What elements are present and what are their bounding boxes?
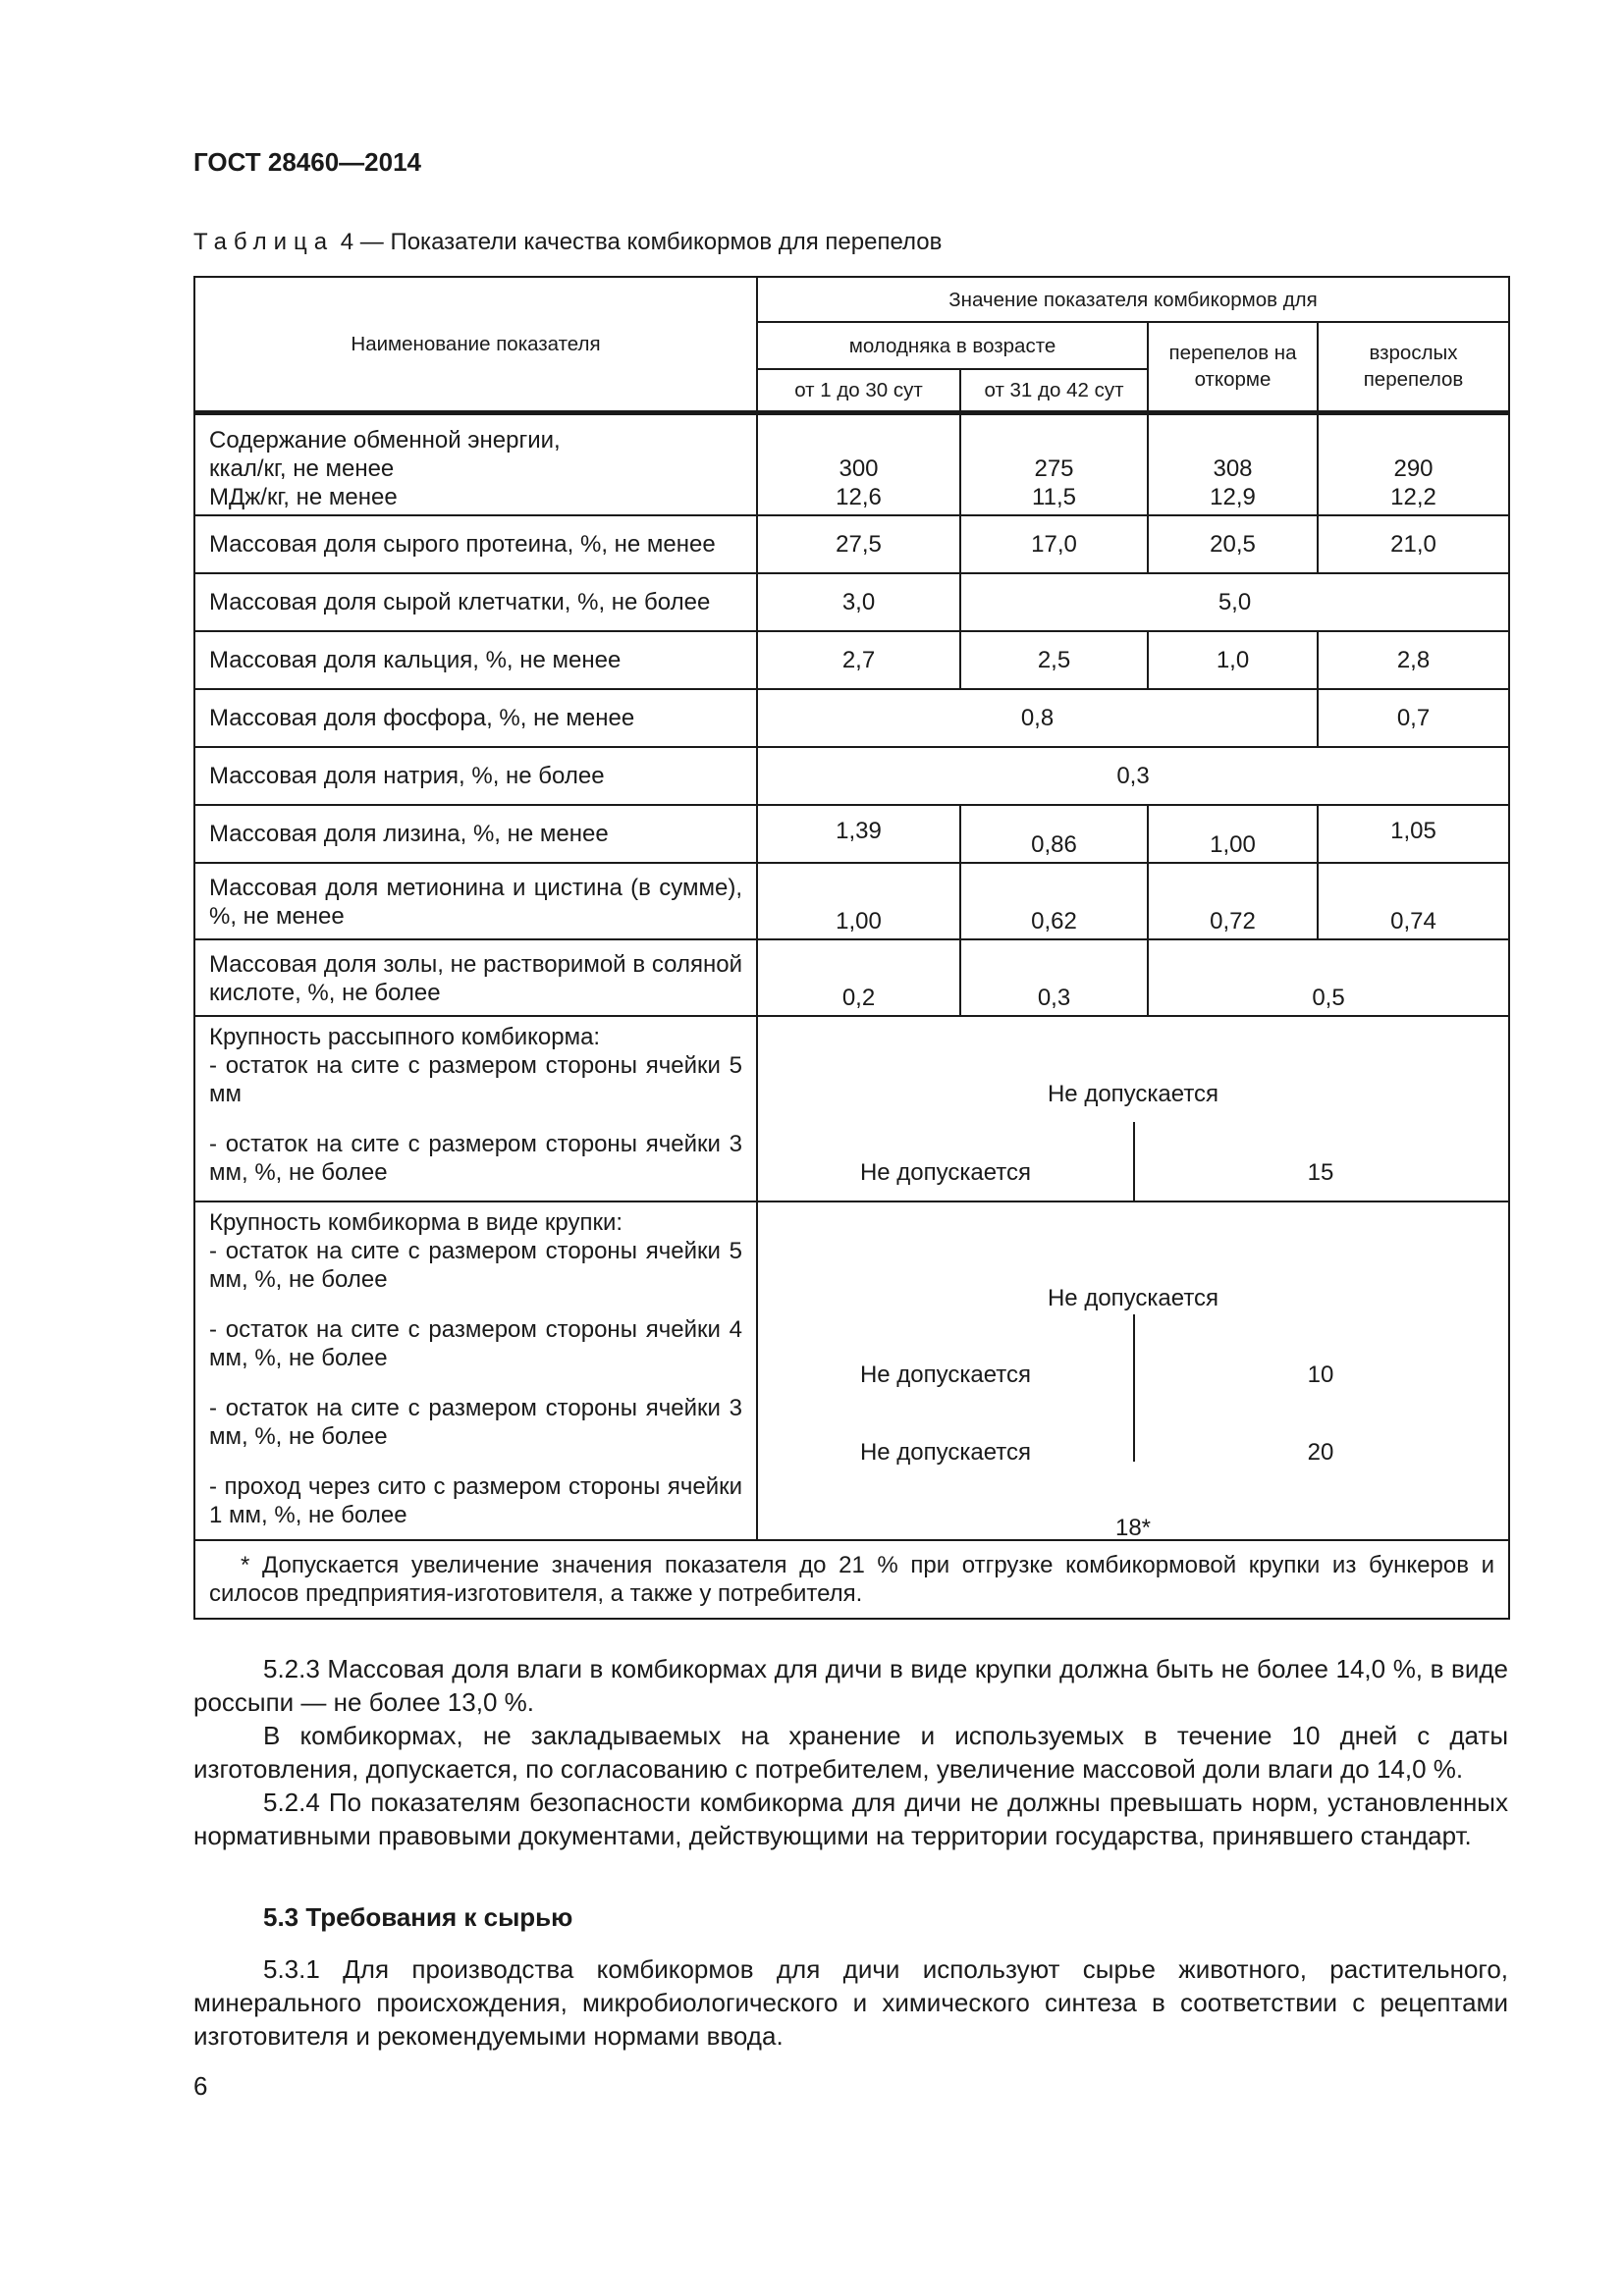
- table-caption-text: 4 — Показатели качества комбикормов для перепелов: [334, 229, 943, 255]
- value-kcal: 290: [1393, 455, 1434, 482]
- row-label-title: Крупность комбикорма в виде крупки:: [209, 1209, 623, 1236]
- table-row-lysine: [194, 805, 1509, 863]
- section-heading: 5.3 Требования к сырью: [263, 1902, 573, 1932]
- cell-value: 1,0: [1148, 631, 1318, 689]
- cell-value: 0,7: [1318, 689, 1509, 747]
- value-mj: 12,2: [1390, 484, 1436, 510]
- header-young-group: молодняка в возрасте: [757, 322, 1148, 369]
- cell-value: 17,0: [960, 515, 1148, 573]
- row-label: [194, 412, 757, 515]
- cell-value: 10: [1307, 1362, 1334, 1388]
- cell-value: 1,00: [757, 863, 960, 939]
- row-label: [194, 1201, 757, 1540]
- cell-value: Не допускается: [1047, 1081, 1219, 1107]
- value-mj: 11,5: [1032, 484, 1076, 510]
- row-label: [194, 1016, 757, 1201]
- document-header: ГОСТ 28460—2014: [193, 147, 421, 177]
- cell-value: Не допускается: [859, 1439, 1032, 1466]
- row-label-item: - остаток на сите с размером стороны ячейки 5 мм: [209, 1052, 742, 1107]
- cell-value: 0,74: [1318, 863, 1509, 939]
- row-label-line: Содержание обменной энергии,: [209, 427, 561, 454]
- row-label: Массовая доля сырой клетчатки, %, не более: [194, 573, 757, 631]
- table-row-loose-granularity: [194, 1016, 1509, 1201]
- value-kcal: 308: [1213, 455, 1253, 482]
- cell-value: 0,3: [757, 747, 1509, 805]
- table-caption: [193, 229, 942, 256]
- row-label-item: - проход через сито с размером стороны ячейки 1 мм, %, не более: [209, 1473, 742, 1528]
- row-label-line: МДж/кг, не менее: [209, 484, 398, 510]
- cell-value: 0,2: [757, 939, 960, 1016]
- row-label-item: - остаток на сите с размером стороны ячейки 5 мм, %, не более: [209, 1238, 742, 1293]
- value-kcal: 275: [1034, 455, 1074, 482]
- row-label-item: - остаток на сите с размером стороны ячейки 3 мм, %, не более: [209, 1395, 742, 1450]
- cell-value: [960, 412, 1148, 515]
- row-label: Массовая доля сырого протеина, %, не менее: [194, 515, 757, 573]
- cell-value: 0,5: [1148, 939, 1509, 1016]
- table-row-protein: [194, 515, 1509, 573]
- row-label-item: - остаток на сите с размером стороны ячейки 3 мм, %, не более: [209, 1131, 742, 1186]
- cell-value: 0,72: [1148, 863, 1318, 939]
- cell-value: [1148, 412, 1318, 515]
- header-value-group: Значение показателя комбикормов для: [757, 277, 1509, 322]
- cell-value: 15: [1307, 1159, 1334, 1186]
- table-footnote-row: [194, 1540, 1509, 1619]
- cell-value: 1,39: [757, 805, 960, 863]
- header-adult: взрослых перепелов: [1318, 322, 1509, 412]
- footnote-text: * Допускается увеличение значения показателя до 21 % при отгрузке комбикормовой крупки из бункеров и силосов предприятия-изготовителя, а также у потребителя.: [209, 1552, 1495, 1607]
- cell-value: [757, 412, 960, 515]
- table-row-energy: [194, 412, 1509, 515]
- cell-value: 20,5: [1148, 515, 1318, 573]
- cell-value: 1,00: [1148, 805, 1318, 863]
- row-label: Массовая доля натрия, %, не более: [194, 747, 757, 805]
- row-label: Массовая доля метионина и цистина (в сумме), %, не менее: [194, 863, 757, 939]
- table-row-methionine: [194, 863, 1509, 939]
- table-row-fiber: [194, 573, 1509, 631]
- table-footnote: [194, 1540, 1509, 1619]
- cell-group: [757, 1016, 1509, 1201]
- table-row-ash: [194, 939, 1509, 1016]
- table-row-sodium: [194, 747, 1509, 805]
- cell-value: 21,0: [1318, 515, 1509, 573]
- header-age-1: от 1 до 30 сут: [757, 369, 960, 412]
- paragraph-text: В комбикормах, не закладываемых на хранение и используемых в течение 10 дней с даты изготовления, допускается, по согласованию с потребителем, увеличение массовой доли влаги до 14,0 %.: [193, 1721, 1508, 1784]
- cell-value: 2,7: [757, 631, 960, 689]
- cell-value: 2,5: [960, 631, 1148, 689]
- paragraph-text: 5.2.3 Массовая доля влаги в комбикормах для дичи в виде крупки должна быть не более 14,0 %, в виде россыпи — не более 13,0 %.: [193, 1654, 1508, 1717]
- cell-value: [1318, 412, 1509, 515]
- paragraph-text: 5.2.4 По показателям безопасности комбикорма для дичи не должны превышать норм, установленных нормативными правовыми документами, действующими на территории государства, принявшего стандарт.: [193, 1788, 1508, 1850]
- value-kcal: 300: [839, 455, 879, 482]
- paragraph-moisture: [193, 1719, 1508, 1786]
- table-row-calcium: [194, 631, 1509, 689]
- row-label-line: ккал/кг, не менее: [209, 455, 395, 482]
- cell-value: 20: [1307, 1439, 1334, 1466]
- cell-group: [757, 1201, 1509, 1540]
- row-label-item: - остаток на сите с размером стороны ячейки 4 мм, %, не более: [209, 1316, 742, 1371]
- header-indicator: Наименование показателя: [194, 277, 757, 412]
- cell-value: 0,8: [757, 689, 1318, 747]
- paragraph-5-3-1: [193, 1952, 1508, 2053]
- table-row-phosphorus: [194, 689, 1509, 747]
- value-mj: 12,9: [1210, 484, 1256, 510]
- header-age-2: от 31 до 42 сут: [960, 369, 1148, 412]
- row-label: Массовая доля золы, не растворимой в соляной кислоте, %, не более: [194, 939, 757, 1016]
- row-label-title: Крупность рассыпного комбикорма:: [209, 1024, 601, 1050]
- paragraph-5-2-4: [193, 1786, 1508, 1852]
- cell-value: Не допускается: [859, 1159, 1032, 1186]
- table-row-crumb-granularity: [194, 1201, 1509, 1540]
- paragraph-5-2-3: [193, 1652, 1508, 1719]
- row-label: Массовая доля лизина, %, не менее: [194, 805, 757, 863]
- cell-value: 5,0: [960, 573, 1509, 631]
- cell-value: 18*: [1114, 1515, 1152, 1541]
- cell-value: Не допускается: [859, 1362, 1032, 1388]
- cell-value: 0,62: [960, 863, 1148, 939]
- header-fattening: перепелов на откорме: [1148, 322, 1318, 412]
- cell-value: 0,86: [960, 805, 1148, 863]
- cell-value: Не допускается: [1047, 1285, 1219, 1311]
- cell-value: 3,0: [757, 573, 960, 631]
- value-mj: 12,6: [836, 484, 882, 510]
- cell-value: 1,05: [1318, 805, 1509, 863]
- quality-table: [193, 276, 1510, 1620]
- cell-value: 2,8: [1318, 631, 1509, 689]
- cell-value: 27,5: [757, 515, 960, 573]
- page-number: 6: [193, 2071, 208, 2101]
- cell-value: 0,3: [960, 939, 1148, 1016]
- row-label: Массовая доля кальция, %, не менее: [194, 631, 757, 689]
- table-caption-prefix: Таблица: [193, 229, 335, 255]
- row-label: Массовая доля фосфора, %, не менее: [194, 689, 757, 747]
- paragraph-text: 5.3.1 Для производства комбикормов для дичи используют сырье животного, растительного, минерального происхождения, микробиологического и химического синтеза в соответствии с рецептами изготовителя и рекомендуемыми нормами ввода.: [193, 1954, 1508, 2051]
